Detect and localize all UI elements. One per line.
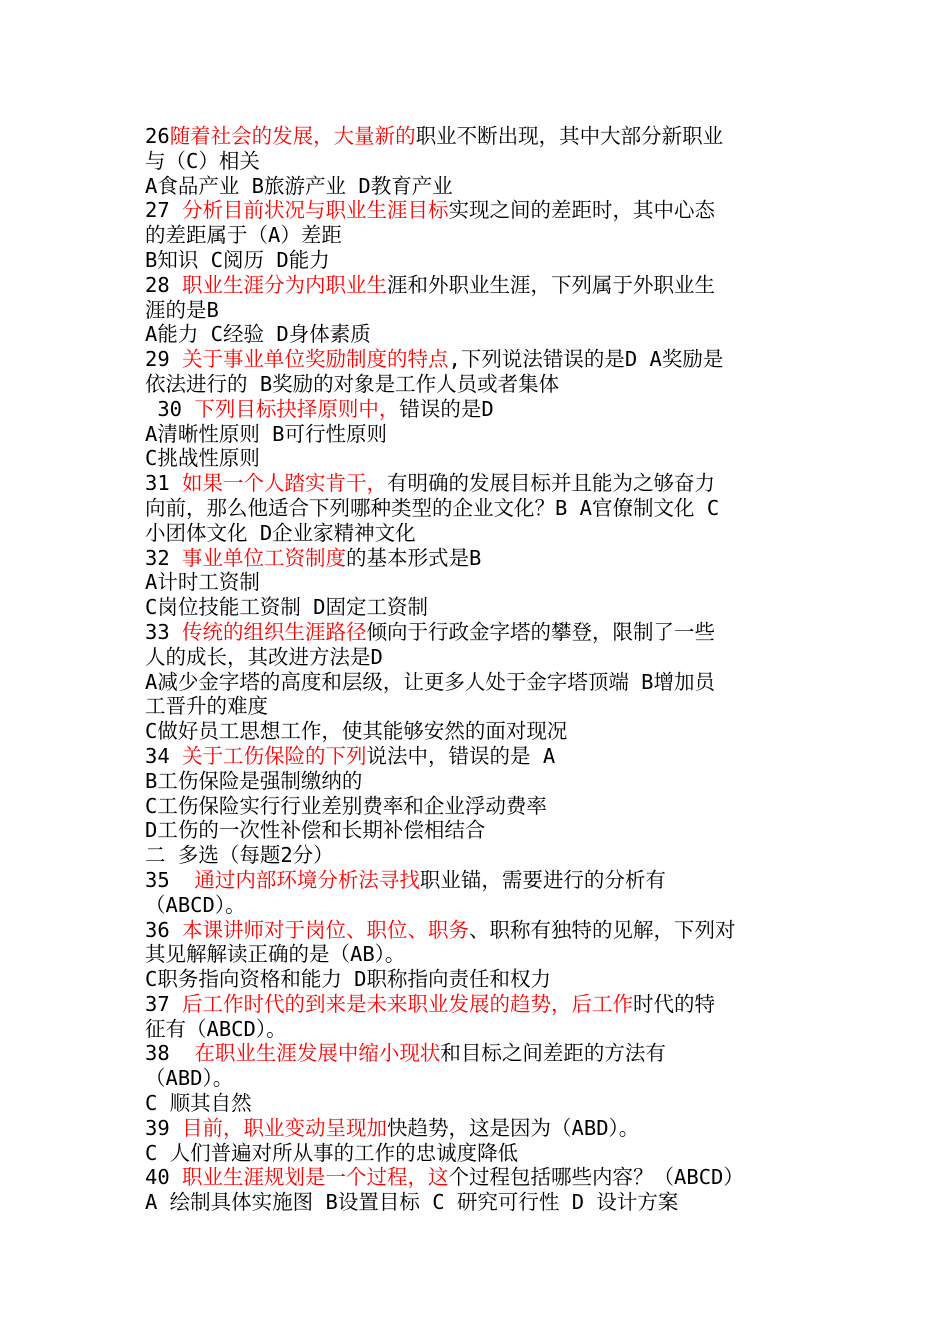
text-line bbox=[145, 868, 815, 893]
text-line bbox=[145, 1165, 815, 1190]
text-line bbox=[145, 992, 815, 1017]
highlighted-text: 后工作时代的到来是未来职业发展的趋势，后工作 bbox=[182, 991, 634, 1016]
line-text: 31 bbox=[145, 471, 183, 496]
line-text-tail: 职业不断出现，其中大部分新职业 bbox=[415, 124, 724, 148]
highlighted-text: 分析目前状况与职业生涯目标 bbox=[182, 198, 449, 223]
text-line bbox=[145, 372, 815, 397]
text-line bbox=[145, 198, 815, 223]
line-text: 人的成长，其改进方法是D bbox=[145, 644, 383, 669]
line-text: C挑战性原则 bbox=[145, 446, 260, 471]
line-text-tail: 实现之间的差距时，其中心态 bbox=[448, 198, 716, 223]
line-text: （ABCD）。 bbox=[145, 892, 246, 917]
text-line bbox=[145, 942, 815, 967]
highlighted-text: 本课讲师对于岗位、职位、职务 bbox=[182, 917, 470, 942]
line-text-tail: 时代的特 bbox=[633, 991, 716, 1016]
line-text-tail: 涯和外职业生涯，下列属于外职业生 bbox=[387, 272, 716, 297]
highlighted-text: 通过内部环境分析法寻找 bbox=[194, 867, 420, 892]
line-text: D工伤的一次性补偿和长期补偿相结合 bbox=[145, 818, 486, 843]
highlighted-text: 关于工伤保险的下列 bbox=[182, 743, 367, 768]
line-text-tail: 个过程包括哪些内容？（ABCD） bbox=[448, 1165, 744, 1190]
line-text-tail: 有明确的发展目标并且能为之够奋力 bbox=[387, 471, 716, 496]
text-line bbox=[145, 446, 815, 471]
line-text: C 顺其自然 bbox=[145, 1091, 252, 1116]
line-text: B知识 C阅历 D能力 bbox=[145, 247, 330, 272]
line-text: 27 bbox=[145, 198, 183, 223]
text-line bbox=[145, 893, 815, 918]
line-text: 其见解解读正确的是（AB）。 bbox=[145, 942, 406, 967]
text-line bbox=[145, 719, 815, 744]
line-text: A 绘制具体实施图 B设置目标 C 研究可行性 D 设计方案 bbox=[145, 1190, 679, 1215]
text-line bbox=[145, 1190, 815, 1215]
line-text: 的差距属于（A）差距 bbox=[145, 223, 342, 248]
text-line bbox=[145, 422, 815, 447]
text-line bbox=[145, 496, 815, 521]
line-text-tail: 职业锚，需要进行的分析有 bbox=[419, 867, 666, 892]
line-text: 26 bbox=[145, 124, 170, 148]
text-line bbox=[145, 794, 815, 819]
text-line bbox=[145, 769, 815, 794]
text-line bbox=[145, 1041, 815, 1066]
document-body bbox=[145, 124, 815, 1215]
line-text-tail: 快趋势，这是因为（ABD）。 bbox=[387, 1115, 640, 1140]
text-line bbox=[145, 744, 815, 769]
line-text: 33 bbox=[145, 619, 183, 644]
line-text-tail: 倾向于行政金字塔的攀登，限制了一些 bbox=[366, 619, 716, 644]
text-line bbox=[145, 174, 815, 199]
line-text: C岗位技能工资制 D固定工资制 bbox=[145, 595, 429, 620]
line-text: 二 多选（每题2分） bbox=[145, 843, 334, 868]
line-text: 39 bbox=[145, 1115, 183, 1140]
line-text-tail: 说法中，错误的是 A bbox=[366, 743, 556, 768]
text-line bbox=[145, 1116, 815, 1141]
line-text: （ABD）。 bbox=[145, 1066, 234, 1091]
text-line bbox=[145, 273, 815, 298]
highlighted-text: 传统的组织生涯路径 bbox=[182, 619, 367, 644]
line-text: C 人们普遍对所从事的工作的忠诚度降低 bbox=[145, 1140, 519, 1165]
line-text-tail: 和目标之间差距的方法有 bbox=[440, 1041, 666, 1066]
line-text-tail: 的基本形式是B bbox=[346, 545, 482, 570]
highlighted-text: 职业生涯分为内职业生 bbox=[182, 272, 388, 297]
line-text-tail: 、职称有独特的见解，下列对 bbox=[469, 917, 736, 942]
line-text-tail: ,下列说法错误的是D A奖励是 bbox=[448, 347, 724, 372]
text-line bbox=[145, 843, 815, 868]
text-line bbox=[145, 1141, 815, 1166]
highlighted-text: 关于事业单位奖励制度的特点 bbox=[182, 347, 449, 372]
line-text-tail: 错误的是D bbox=[399, 396, 494, 421]
line-text: C做好员工思想工作，使其能够安然的面对现况 bbox=[145, 719, 568, 744]
text-line bbox=[145, 918, 815, 943]
line-text: 小团体文化 D企业家精神文化 bbox=[145, 520, 416, 545]
text-line bbox=[145, 818, 815, 843]
line-text: 依法进行的 B奖励的对象是工作人员或者集体 bbox=[145, 371, 560, 396]
highlighted-text: 目前，职业变动呈现加 bbox=[182, 1115, 388, 1140]
line-text: 30 bbox=[145, 396, 195, 421]
line-text: 征有（ABCD）。 bbox=[145, 1016, 287, 1041]
highlighted-text: 如果一个人踏实肯干， bbox=[182, 471, 388, 496]
highlighted-text: 随着社会的发展，大量新的 bbox=[169, 124, 416, 148]
line-text: A清晰性原则 B可行性原则 bbox=[145, 421, 388, 446]
line-text: 35 bbox=[145, 867, 195, 892]
text-line bbox=[145, 248, 815, 273]
line-text: C职务指向资格和能力 D职称指向责任和权力 bbox=[145, 967, 552, 992]
line-text: A计时工资制 bbox=[145, 570, 260, 595]
line-text: A食品产业 B旅游产业 D教育产业 bbox=[145, 173, 453, 198]
text-line bbox=[145, 620, 815, 645]
line-text: 29 bbox=[145, 347, 183, 372]
highlighted-text: 在职业生涯发展中缩小现状 bbox=[194, 1041, 441, 1066]
line-text: 38 bbox=[145, 1041, 195, 1066]
text-line bbox=[145, 521, 815, 546]
line-text: A能力 C经验 D身体素质 bbox=[145, 322, 371, 347]
text-line bbox=[145, 1066, 815, 1091]
text-line bbox=[145, 546, 815, 571]
line-text: 工晋升的难度 bbox=[145, 694, 268, 719]
text-line bbox=[145, 322, 815, 347]
text-line bbox=[145, 645, 815, 670]
highlighted-text: 职业生涯规划是一个过程，这 bbox=[182, 1165, 449, 1190]
text-line bbox=[145, 397, 815, 422]
text-line bbox=[145, 223, 815, 248]
line-text: 37 bbox=[145, 991, 183, 1016]
line-text: 36 bbox=[145, 917, 183, 942]
line-text: 28 bbox=[145, 272, 183, 297]
text-line bbox=[145, 570, 815, 595]
text-line bbox=[145, 1017, 815, 1042]
text-line bbox=[145, 471, 815, 496]
line-text: 32 bbox=[145, 545, 183, 570]
text-line bbox=[145, 347, 815, 372]
line-text: 向前，那么他适合下列哪种类型的企业文化？B A官僚制文化 C bbox=[145, 495, 720, 520]
text-line bbox=[145, 595, 815, 620]
text-line bbox=[145, 694, 815, 719]
line-text: B工伤保险是强制缴纳的 bbox=[145, 768, 363, 793]
highlighted-text: 事业单位工资制度 bbox=[182, 545, 347, 570]
line-text: 40 bbox=[145, 1165, 183, 1190]
line-text: C工伤保险实行行业差别费率和企业浮动费率 bbox=[145, 793, 547, 818]
line-text: 与（C）相关 bbox=[145, 148, 260, 173]
highlighted-text: 下列目标抉择原则中， bbox=[194, 396, 400, 421]
line-text: A减少金字塔的高度和层级，让更多人处于金字塔顶端 B增加员 bbox=[145, 669, 716, 694]
line-text: 涯的是B bbox=[145, 297, 219, 322]
text-line bbox=[145, 298, 815, 323]
text-line bbox=[145, 149, 815, 174]
text-line bbox=[145, 124, 815, 149]
text-line bbox=[145, 670, 815, 695]
text-line bbox=[145, 1091, 815, 1116]
line-text: 34 bbox=[145, 743, 183, 768]
text-line bbox=[145, 967, 815, 992]
